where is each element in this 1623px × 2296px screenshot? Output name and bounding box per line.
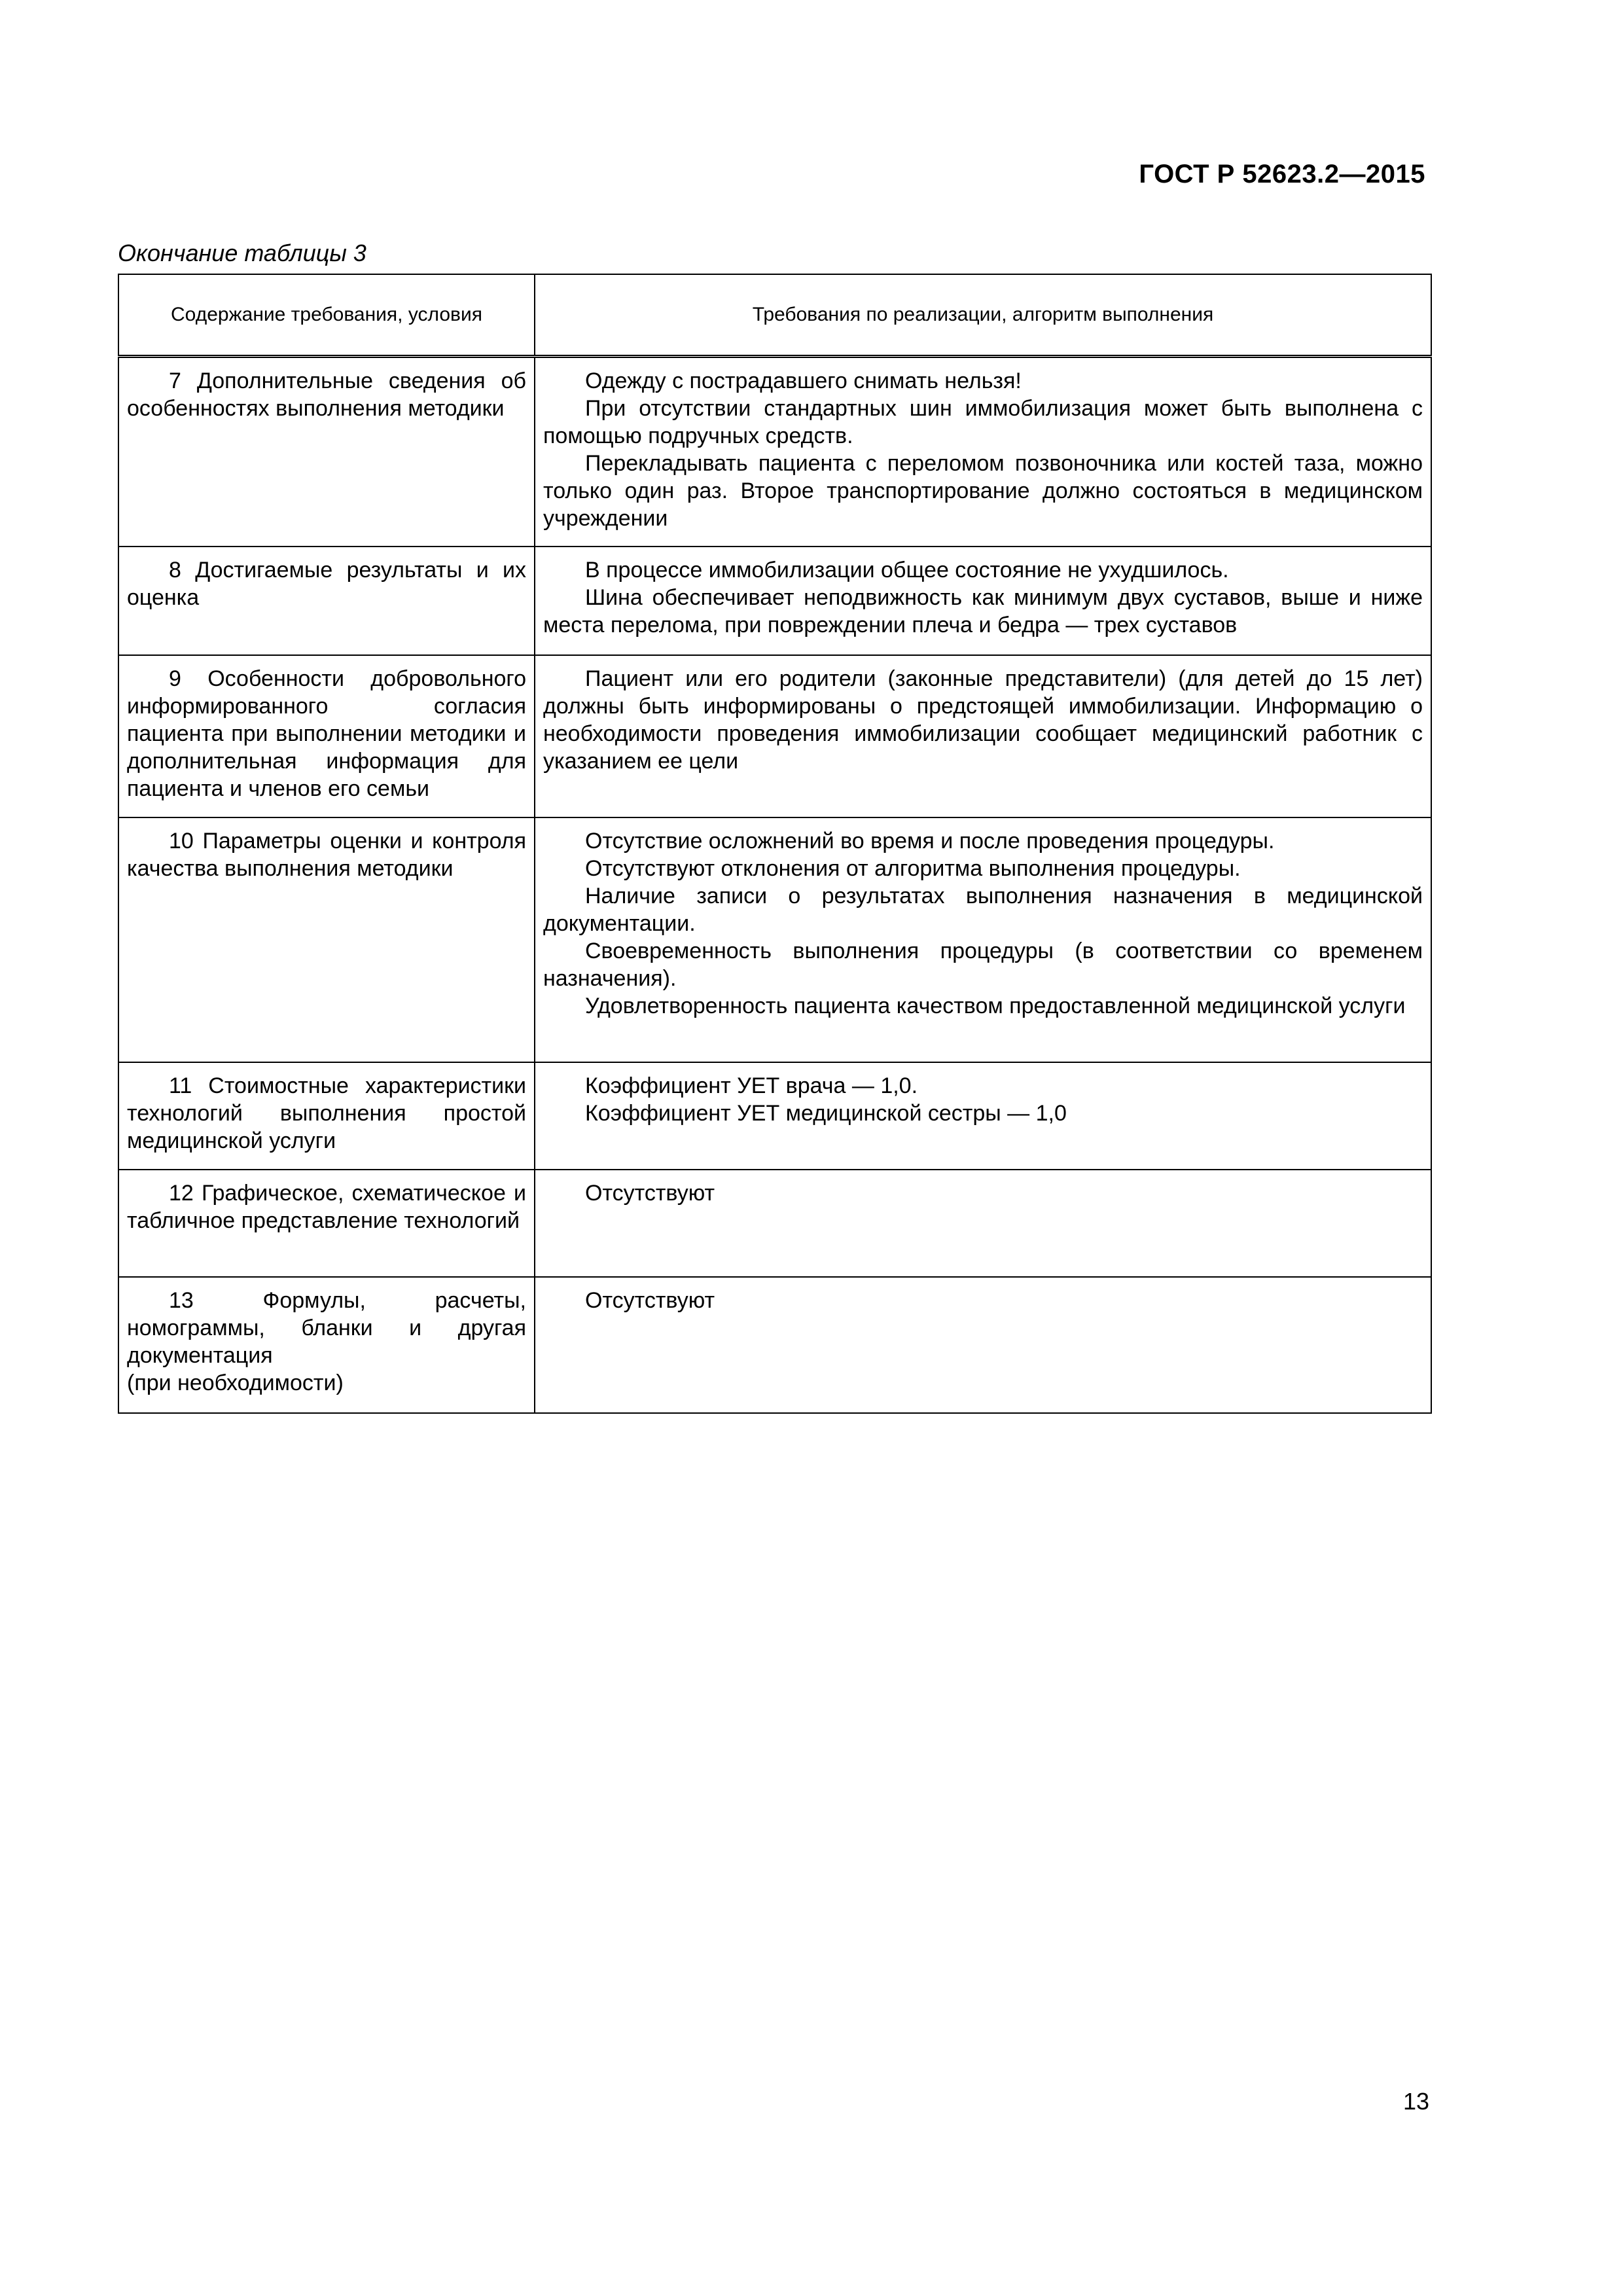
- table-row: [118, 1062, 1431, 1170]
- table-row: [118, 655, 1431, 817]
- requirements-table: [118, 274, 1432, 1414]
- requirements-cell: [535, 1062, 1431, 1170]
- requirements-cell: [535, 547, 1431, 655]
- condition-text: 9 Особенности добровольного информированного согласия пациента при выполнении методики и дополнительная информация для пациента и членов его семьи: [127, 666, 526, 801]
- condition-cell: [118, 1277, 535, 1413]
- requirement-text: Коэффициент УЕТ медицинской сестры — 1,0: [585, 1100, 1067, 1126]
- requirement-text: В процессе иммобилизации общее состояние не ухудшилось.: [585, 557, 1229, 583]
- condition-note: (при необходимости): [127, 1370, 344, 1395]
- table-header-row: [118, 274, 1431, 357]
- condition-text: 11 Стоимостные характеристики технологий выполнения простой медицинской услуги: [127, 1073, 526, 1153]
- condition-cell: [118, 817, 535, 1062]
- table-row: [118, 357, 1431, 547]
- requirement-text: Коэффициент УЕТ врача — 1,0.: [585, 1073, 918, 1098]
- requirements-cell: [535, 1277, 1431, 1413]
- condition-cell: [118, 357, 535, 547]
- table-caption: Окончание таблицы 3: [118, 240, 366, 266]
- requirements-cell: [535, 1170, 1431, 1277]
- condition-text: 10 Параметры оценки и контроля качества выполнения методики: [127, 828, 526, 881]
- requirement-text: Своевременность выполнения процедуры (в соответствии со временем назначения).: [543, 938, 1423, 991]
- requirement-text: Отсутствуют отклонения от алгоритма выполнения процедуры.: [585, 855, 1241, 881]
- table-row: [118, 1170, 1431, 1277]
- condition-text: 8 Достигаемые результаты и их оценка: [127, 557, 526, 610]
- requirements-cell: [535, 357, 1431, 547]
- document-code: ГОСТ Р 52623.2—2015: [1139, 160, 1425, 188]
- requirements-cell: [535, 655, 1431, 817]
- requirements-cell: [535, 817, 1431, 1062]
- page-number: 13: [1403, 2088, 1430, 2115]
- requirement-text: Удовлетворенность пациента качеством предоставленной медицинской услуги: [585, 993, 1406, 1018]
- requirement-text: Отсутствуют: [585, 1180, 715, 1206]
- condition-text: 13 Формулы, расчеты, номограммы, бланки и другая документация: [127, 1287, 526, 1368]
- condition-text: 12 Графическое, схематическое и табличное представление технологий: [127, 1180, 526, 1233]
- condition-text: 7 Дополнительные сведения об особенностях выполнения методики: [127, 368, 526, 421]
- condition-cell: [118, 1062, 535, 1170]
- condition-cell: [118, 1170, 535, 1277]
- column-header-condition: Содержание требования, условия: [118, 274, 535, 357]
- requirement-text: Пациент или его родители (законные представители) (для детей до 15 лет) должны быть информированы о предстоящей иммобилизации. Информацию о необходимости проведения иммобилизации сообщает медицинский работник с указанием ее цели: [543, 666, 1423, 774]
- condition-cell: [118, 655, 535, 817]
- table-row: [118, 1277, 1431, 1413]
- requirement-text: Отсутствие осложнений во время и после проведения процедуры.: [585, 828, 1275, 853]
- condition-cell: [118, 547, 535, 655]
- requirement-text: Наличие записи о результатах выполнения назначения в медицинской документации.: [543, 883, 1423, 936]
- requirement-text: Отсутствуют: [585, 1287, 715, 1313]
- table-row: [118, 547, 1431, 655]
- requirement-text: Одежду с пострадавшего снимать нельзя!: [585, 368, 1022, 393]
- requirement-text: Шина обеспечивает неподвижность как минимум двух суставов, выше и ниже места перелома, при повреждении плеча и бедра — трех суставов: [543, 584, 1423, 637]
- column-header-requirements: Требования по реализации, алгоритм выполнения: [535, 274, 1431, 357]
- table-row: [118, 817, 1431, 1062]
- requirement-text: При отсутствии стандартных шин иммобилизация может быть выполнена с помощью подручных средств.: [543, 396, 1423, 448]
- requirement-text: Перекладывать пациента с переломом позвоночника или костей таза, можно только один раз. Второе транспортирование должно состояться в медицинском учреждении: [543, 451, 1423, 531]
